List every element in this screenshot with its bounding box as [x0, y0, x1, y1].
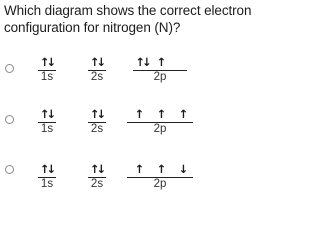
orbital-label: 2s	[90, 178, 104, 190]
orbital-label: 1s	[40, 178, 54, 190]
orbital-1s	[38, 106, 56, 138]
orbital-label: 1s	[40, 71, 54, 83]
orbital-cell: ↑	[178, 107, 186, 121]
orbital-cell: ↑	[134, 162, 142, 176]
orbital-cell: ↑↓	[39, 162, 54, 176]
orbital-label: 2p	[153, 178, 167, 190]
orbital-2s	[88, 54, 106, 86]
orbital-cell: ↑↓	[39, 107, 54, 121]
question-text: Which diagram shows the correct electron configuration for nitrogen (N)?	[4, 3, 252, 35]
radio-button[interactable]	[5, 64, 14, 73]
orbital-cell: ↑↓	[39, 55, 54, 69]
orbital-2p	[133, 54, 187, 86]
radio-button[interactable]	[5, 165, 14, 174]
answer-option-3[interactable]	[0, 161, 261, 205]
orbital-label: 2s	[90, 123, 104, 135]
orbital-cell: ↑↓	[89, 162, 104, 176]
orbital-label: 2p	[153, 123, 167, 135]
orbital-label: 2s	[90, 71, 104, 83]
orbital-cell	[169, 54, 187, 70]
orbital-2s	[88, 161, 106, 193]
orbital-cell: ↑	[134, 107, 142, 121]
orbital-2s	[88, 106, 106, 138]
orbital-label: 2p	[153, 71, 167, 83]
orbital-1s	[38, 161, 56, 193]
orbital-label: 1s	[40, 123, 54, 135]
orbital-cell: ↓	[178, 162, 186, 176]
orbital-cell: ↑	[156, 162, 164, 176]
orbital-1s	[38, 54, 56, 86]
orbital-cell: ↑	[156, 107, 164, 121]
radio-button[interactable]	[5, 115, 14, 124]
orbital-cell: ↑	[156, 55, 164, 69]
answer-option-1[interactable]	[0, 54, 261, 98]
answer-option-2[interactable]	[0, 106, 261, 150]
orbital-2p	[127, 161, 193, 193]
orbital-cell: ↑↓	[89, 107, 104, 121]
orbital-2p	[127, 106, 193, 138]
orbital-cell: ↑↓	[89, 55, 104, 69]
orbital-cell: ↑↓	[135, 55, 149, 69]
